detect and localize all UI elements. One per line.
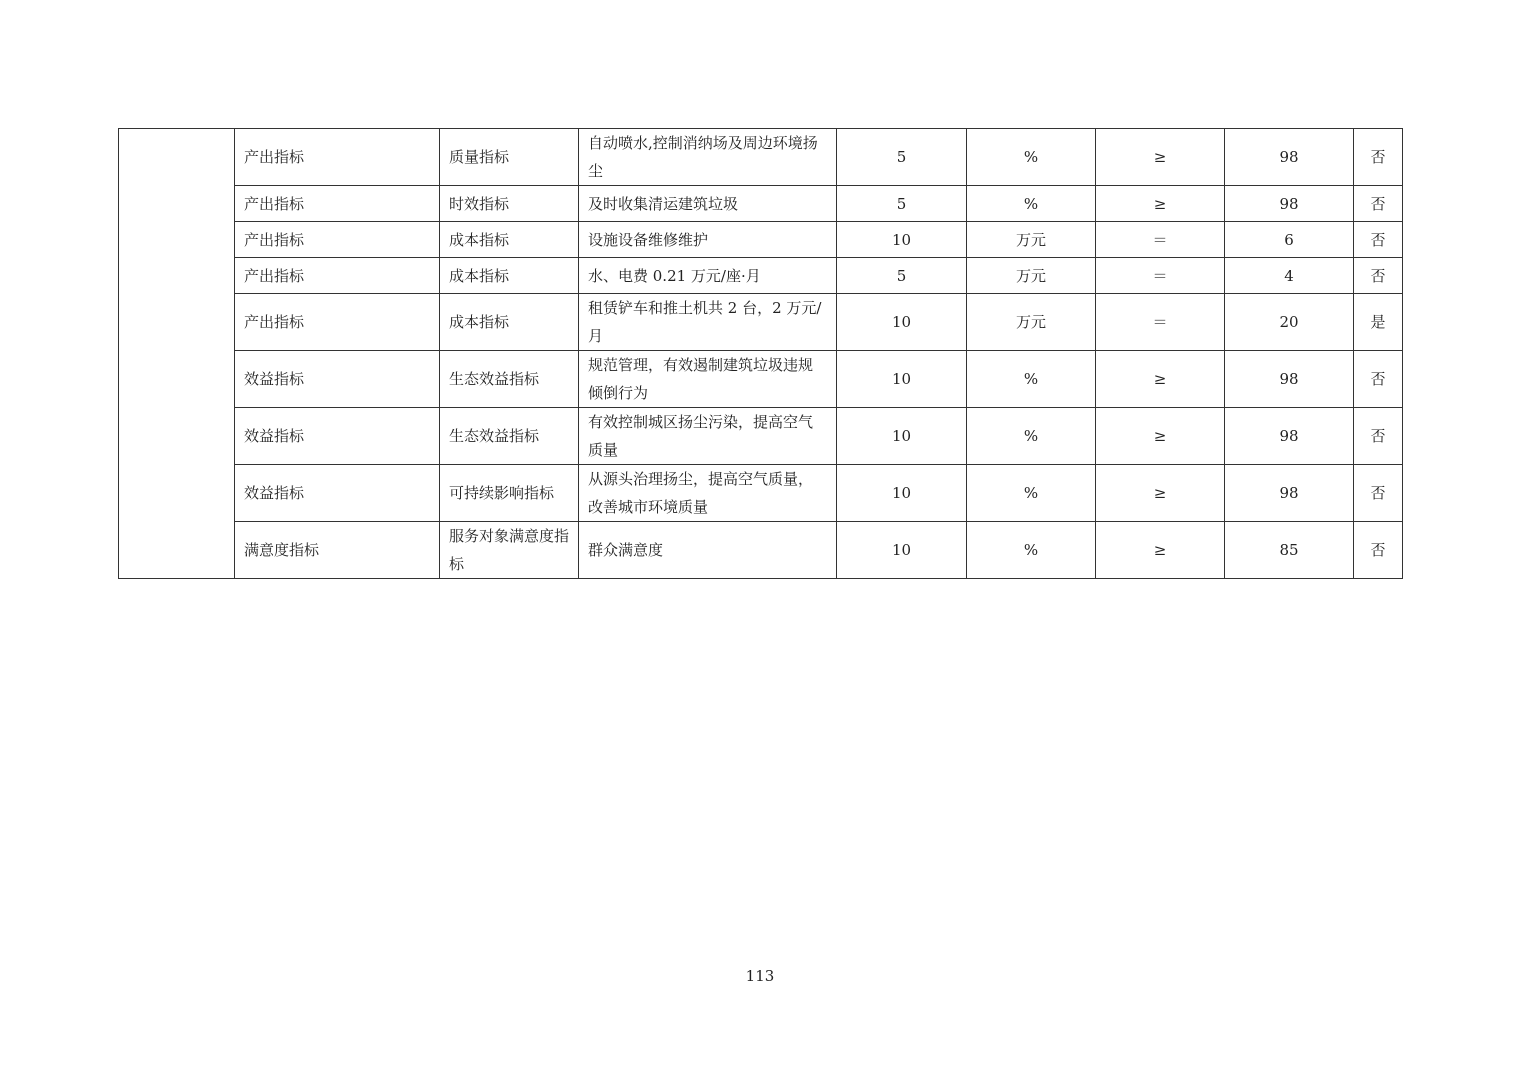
table-row <box>119 522 1403 579</box>
weight-cell: 5 <box>837 186 967 222</box>
table-row <box>119 351 1403 408</box>
target-value-cell: 20 <box>1225 294 1354 351</box>
unit-cell: % <box>967 186 1096 222</box>
merged-side-cell <box>119 129 235 579</box>
core-flag-cell: 否 <box>1354 522 1403 579</box>
table-row <box>119 129 1403 186</box>
unit-cell: % <box>967 351 1096 408</box>
target-value-cell: 98 <box>1225 351 1354 408</box>
target-value-cell: 6 <box>1225 222 1354 258</box>
symbol-cell: ＝ <box>1096 258 1225 294</box>
symbol-cell: ≥ <box>1096 129 1225 186</box>
level3-indicator-cell: 及时收集清运建筑垃圾 <box>579 186 837 222</box>
table-row <box>119 186 1403 222</box>
core-flag-cell: 否 <box>1354 186 1403 222</box>
symbol-cell: ≥ <box>1096 522 1225 579</box>
level2-indicator-cell: 质量指标 <box>440 129 579 186</box>
level2-indicator-cell: 时效指标 <box>440 186 579 222</box>
core-flag-cell: 否 <box>1354 129 1403 186</box>
core-flag-cell: 否 <box>1354 408 1403 465</box>
level3-indicator-cell: 群众满意度 <box>579 522 837 579</box>
level3-indicator-cell: 有效控制城区扬尘污染，提高空气质量 <box>579 408 837 465</box>
unit-cell: 万元 <box>967 258 1096 294</box>
weight-cell: 10 <box>837 294 967 351</box>
level2-indicator-cell: 可持续影响指标 <box>440 465 579 522</box>
unit-cell: % <box>967 129 1096 186</box>
weight-cell: 10 <box>837 522 967 579</box>
table-row <box>119 222 1403 258</box>
level3-indicator-cell: 自动喷水,控制消纳场及周边环境扬尘 <box>579 129 837 186</box>
symbol-cell: ＝ <box>1096 222 1225 258</box>
table-row <box>119 258 1403 294</box>
core-flag-cell: 否 <box>1354 351 1403 408</box>
level1-indicator-cell: 满意度指标 <box>235 522 440 579</box>
weight-cell: 10 <box>837 465 967 522</box>
unit-cell: % <box>967 522 1096 579</box>
page-number: 113 <box>745 967 775 985</box>
level3-indicator-cell: 从源头治理扬尘，提高空气质量，改善城市环境质量 <box>579 465 837 522</box>
weight-cell: 5 <box>837 258 967 294</box>
weight-cell: 10 <box>837 351 967 408</box>
level2-indicator-cell: 成本指标 <box>440 294 579 351</box>
level3-indicator-cell: 设施设备维修维护 <box>579 222 837 258</box>
target-value-cell: 98 <box>1225 129 1354 186</box>
unit-cell: % <box>967 465 1096 522</box>
symbol-cell: ≥ <box>1096 408 1225 465</box>
symbol-cell: ＝ <box>1096 294 1225 351</box>
level2-indicator-cell: 成本指标 <box>440 258 579 294</box>
level1-indicator-cell: 产出指标 <box>235 294 440 351</box>
weight-cell: 5 <box>837 129 967 186</box>
level1-indicator-cell: 产出指标 <box>235 186 440 222</box>
target-value-cell: 98 <box>1225 186 1354 222</box>
core-flag-cell: 否 <box>1354 465 1403 522</box>
level1-indicator-cell: 效益指标 <box>235 351 440 408</box>
level1-indicator-cell: 效益指标 <box>235 408 440 465</box>
level1-indicator-cell: 产出指标 <box>235 129 440 186</box>
level2-indicator-cell: 服务对象满意度指标 <box>440 522 579 579</box>
unit-cell: % <box>967 408 1096 465</box>
level2-indicator-cell: 生态效益指标 <box>440 408 579 465</box>
symbol-cell: ≥ <box>1096 186 1225 222</box>
core-flag-cell: 是 <box>1354 294 1403 351</box>
target-value-cell: 4 <box>1225 258 1354 294</box>
symbol-cell: ≥ <box>1096 351 1225 408</box>
target-value-cell: 98 <box>1225 408 1354 465</box>
unit-cell: 万元 <box>967 222 1096 258</box>
level1-indicator-cell: 效益指标 <box>235 465 440 522</box>
indicator-table <box>118 128 1403 579</box>
table-row <box>119 294 1403 351</box>
weight-cell: 10 <box>837 222 967 258</box>
table-row <box>119 465 1403 522</box>
level3-indicator-cell: 租赁铲车和推土机共 2 台，2 万元/月 <box>579 294 837 351</box>
core-flag-cell: 否 <box>1354 258 1403 294</box>
weight-cell: 10 <box>837 408 967 465</box>
level3-indicator-cell: 规范管理，有效遏制建筑垃圾违规倾倒行为 <box>579 351 837 408</box>
target-value-cell: 98 <box>1225 465 1354 522</box>
table-row <box>119 408 1403 465</box>
table-body <box>119 129 1403 579</box>
level3-indicator-cell: 水、电费 0.21 万元/座·月 <box>579 258 837 294</box>
level1-indicator-cell: 产出指标 <box>235 258 440 294</box>
symbol-cell: ≥ <box>1096 465 1225 522</box>
unit-cell: 万元 <box>967 294 1096 351</box>
target-value-cell: 85 <box>1225 522 1354 579</box>
core-flag-cell: 否 <box>1354 222 1403 258</box>
level1-indicator-cell: 产出指标 <box>235 222 440 258</box>
level2-indicator-cell: 成本指标 <box>440 222 579 258</box>
level2-indicator-cell: 生态效益指标 <box>440 351 579 408</box>
